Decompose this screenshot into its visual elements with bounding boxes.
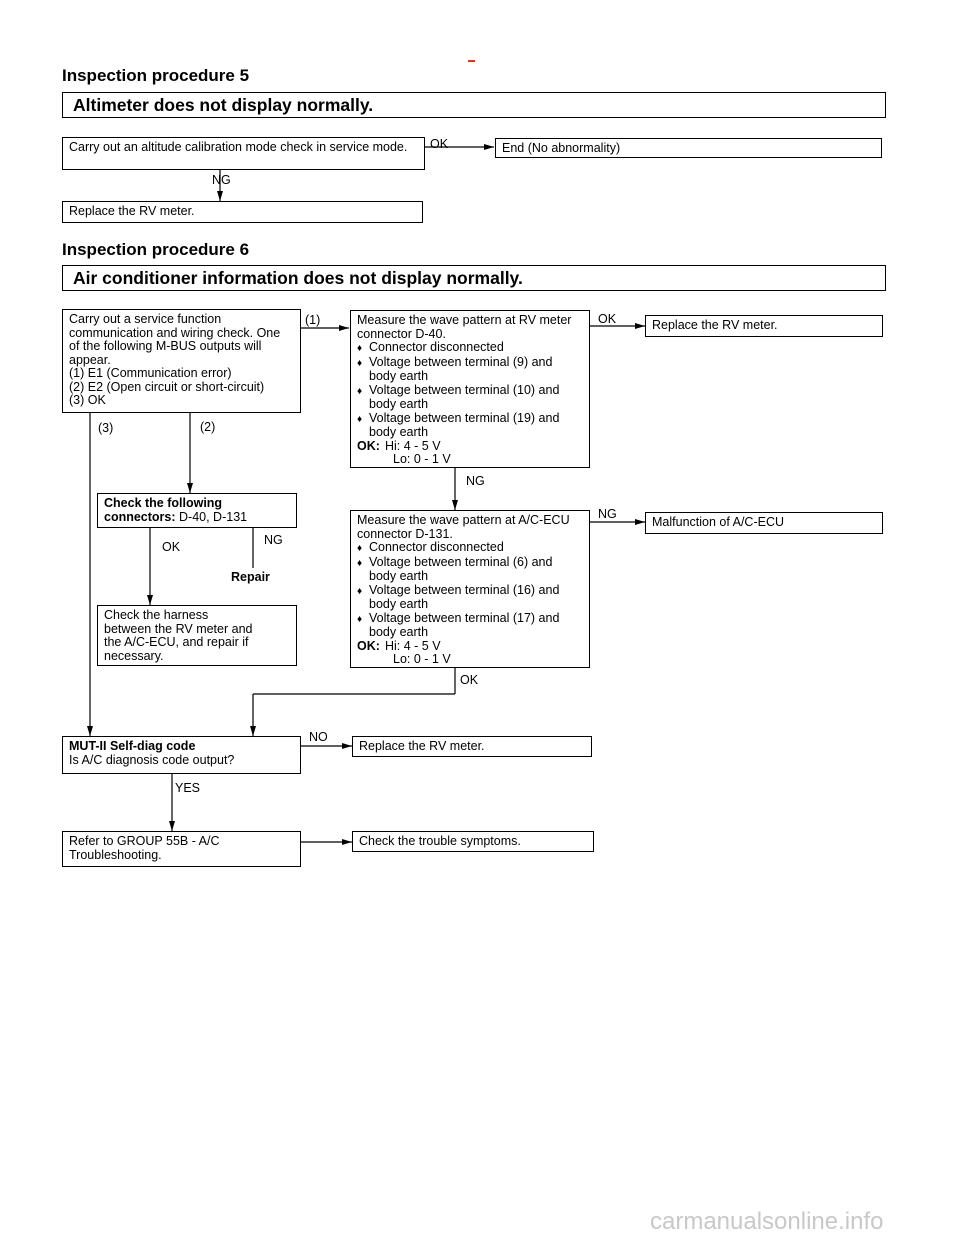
service-check-line: (2) E2 (Open circuit or short-circuit) <box>69 379 265 394</box>
measure-rv-bullet: ♦ Voltage between terminal (10) and body earth <box>357 384 583 412</box>
measure-ecu-line: Measure the wave pattern at A/C-ECU <box>357 513 570 527</box>
measure-ecu-box <box>350 510 590 668</box>
measure-rv-bullet: ♦ Voltage between terminal (19) and body earth <box>357 412 583 440</box>
ecu-ok-label: OK <box>460 673 479 687</box>
service-check-line: of the following M-BUS outputs will <box>69 339 262 353</box>
ecu-ng-result: Malfunction of A/C-ECU <box>645 512 883 534</box>
refer-box: Refer to GROUP 55B - A/C Troubleshooting. <box>62 831 301 867</box>
repair-label: Repair <box>231 570 270 584</box>
measure-ecu-ok-key: OK: <box>357 638 380 653</box>
proc5-ng-result: Replace the RV meter. <box>62 201 423 223</box>
service-check-box <box>62 309 301 413</box>
no-result: Replace the RV meter. <box>352 736 592 757</box>
rv-ok-label: OK <box>598 312 617 326</box>
measure-ecu-bullet: ♦ Voltage between terminal (16) and body earth <box>357 584 583 612</box>
conn-ok-label: OK <box>162 540 181 554</box>
measure-rv-ok-lo: Lo: 0 - 1 V <box>393 452 451 466</box>
mut-title: MUT-II Self-diag code <box>69 739 196 753</box>
measure-rv-bullet: ♦ Voltage between terminal (9) and body earth <box>357 356 583 384</box>
measure-rv-ok-key: OK: <box>357 438 380 453</box>
service-check-line: (3) OK <box>69 393 106 407</box>
service-check-line: communication and wiring check. One <box>69 325 281 340</box>
measure-rv-line: Measure the wave pattern at RV meter <box>357 313 572 327</box>
branch-1-label: (1) <box>305 313 321 327</box>
rv-ok-result: Replace the RV meter. <box>645 315 883 337</box>
proc5-ok-result: End (No abnormality) <box>495 138 882 158</box>
measure-ecu-line: connector D-131. <box>357 526 453 541</box>
proc5-ng-label: NG <box>212 173 231 187</box>
service-check-line: appear. <box>69 352 111 367</box>
no-label: NO <box>309 730 328 744</box>
branch-2-label: (2) <box>200 420 216 434</box>
proc5-ok-label: OK <box>430 137 449 151</box>
connectors-box <box>97 493 297 528</box>
harness-box: Check the harness between the RV meter and the A/C-ECU, and repair if necessary. <box>97 605 297 666</box>
proc5-heading: Inspection procedure 5 <box>62 66 250 85</box>
mut-question: Is A/C diagnosis code output? <box>69 752 235 767</box>
connectors-title: Check the following <box>104 496 223 510</box>
service-check-line: Carry out a service function <box>69 312 222 326</box>
rv-ng-label: NG <box>466 474 485 488</box>
refer-result: Check the trouble symptoms. <box>352 831 594 852</box>
connectors-list: D-40, D-131 <box>175 509 248 524</box>
proc6-heading: Inspection procedure 6 <box>62 240 250 259</box>
ecu-ng-label: NG <box>598 507 617 521</box>
measure-ecu-bullet: ♦ Voltage between terminal (6) and body earth <box>357 556 583 584</box>
proc5-title: Altimeter does not display normally. <box>62 92 886 118</box>
connectors-key: connectors: <box>104 509 176 524</box>
measure-rv-bullet: ♦ Connector disconnected <box>357 341 583 356</box>
measure-rv-box <box>350 310 590 468</box>
measure-ecu-ok-lo: Lo: 0 - 1 V <box>393 652 451 666</box>
proc5-step-box: Carry out an altitude calibration mode check in service mode. <box>62 137 425 170</box>
branch-3-label: (3) <box>98 421 114 435</box>
measure-rv-line: connector D-40. <box>357 326 446 341</box>
yes-label: YES <box>175 781 201 795</box>
watermark: carmanualsonline.info <box>650 1208 884 1235</box>
measure-ecu-bullet: ♦ Voltage between terminal (17) and body earth <box>357 612 583 640</box>
conn-ng-label: NG <box>264 533 283 547</box>
proc6-title: Air conditioner information does not display normally. <box>62 265 886 291</box>
mut-box <box>62 736 301 774</box>
service-check-line: (1) E1 (Communication error) <box>69 366 232 380</box>
measure-ecu-bullet: ♦ Connector disconnected <box>357 541 583 556</box>
measure-rv-ok-hi: Hi: 4 - 5 V <box>385 438 441 453</box>
measure-ecu-ok-hi: Hi: 4 - 5 V <box>385 638 441 653</box>
